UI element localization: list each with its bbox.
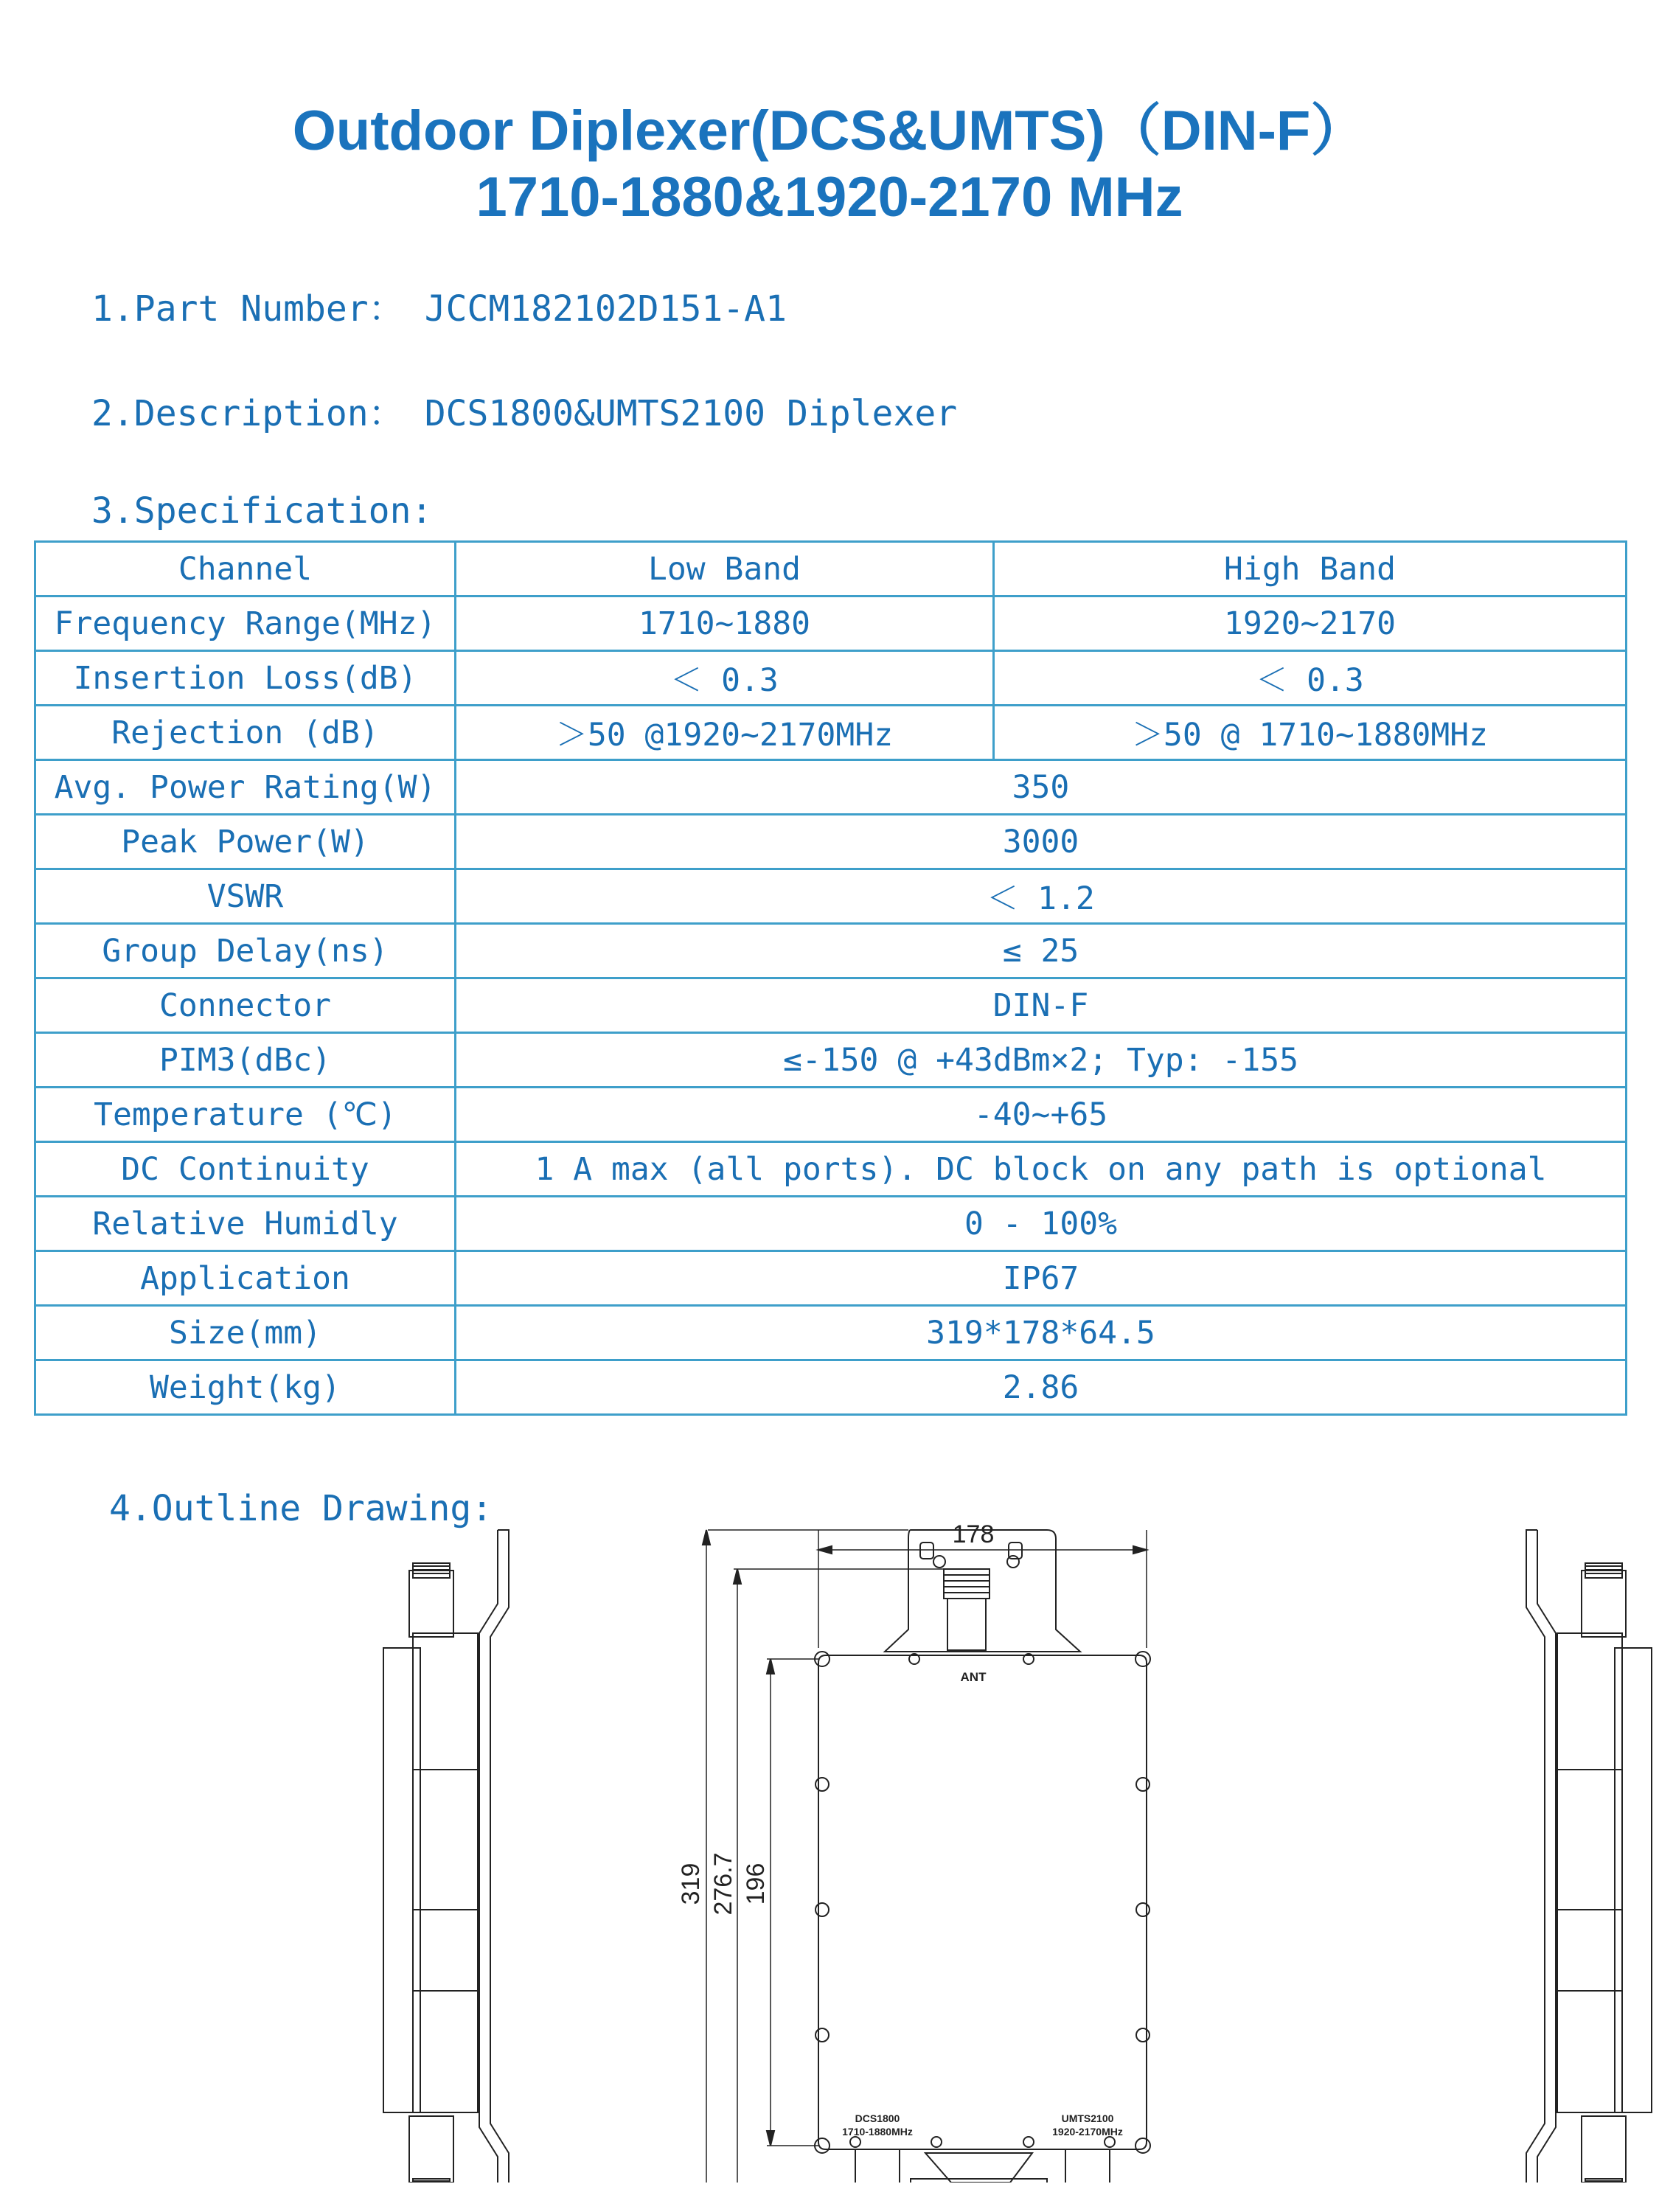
spec-value: -40~+65	[456, 1088, 1627, 1142]
port-label-ant: ANT	[960, 1670, 987, 1684]
spec-low-band: ＞50 @1920~2170MHz	[456, 706, 994, 760]
spec-name: Frequency Range(MHz)	[35, 597, 456, 651]
port-label-umts-freq: 1920-2170MHz	[1052, 2126, 1123, 2138]
spec-high-band: ＜ 0.3	[994, 651, 1627, 706]
table-row	[35, 1197, 1627, 1251]
title-line-1: Outdoor Diplexer(DCS&UMTS)（DIN-F）	[292, 100, 1367, 162]
part-number-value: JCCM182102D151-A1	[424, 288, 787, 330]
spec-low-band: ＜ 0.3	[456, 651, 994, 706]
specification-heading: 3.Specification:	[91, 490, 433, 532]
spec-name: Insertion Loss(dB)	[35, 651, 456, 706]
table-row	[35, 1251, 1627, 1306]
spec-value: ≤-150 @ +43dBm×2; Typ: -155	[456, 1033, 1627, 1088]
spec-name: Application	[35, 1251, 456, 1306]
spec-value: 319*178*64.5	[456, 1306, 1627, 1360]
dimension-height-mid: 276.7	[709, 1852, 737, 1916]
spec-name: VSWR	[35, 869, 456, 924]
spec-value: 3000	[456, 815, 1627, 869]
spec-value: 2.86	[456, 1360, 1627, 1415]
table-row	[35, 1306, 1627, 1360]
header-channel: Channel	[35, 542, 456, 597]
table-row	[35, 651, 1627, 706]
outline-heading: 4.Outline Drawing:	[109, 1488, 493, 1529]
dimension-width: 178	[952, 1520, 995, 1548]
header-low-band: Low Band	[456, 542, 994, 597]
dimension-height-body: 196	[742, 1863, 770, 1905]
spec-name: Peak Power(W)	[35, 815, 456, 869]
table-row	[35, 924, 1627, 978]
dimension-height-total: 319	[677, 1863, 705, 1905]
port-label-dcs-freq: 1710-1880MHz	[842, 2126, 913, 2138]
table-row	[35, 706, 1627, 760]
port-label-umts-name: UMTS2100	[1061, 2112, 1114, 2124]
table-row	[35, 1142, 1627, 1197]
spec-high-band: 1920~2170	[994, 597, 1627, 651]
spec-name: Group Delay(ns)	[35, 924, 456, 978]
spec-name: Temperature (℃)	[35, 1088, 456, 1142]
spec-value: 1 A max (all ports). DC block on any path is optional	[456, 1142, 1627, 1197]
table-row	[35, 978, 1627, 1033]
spec-value: DIN-F	[456, 978, 1627, 1033]
spec-name: Connector	[35, 978, 456, 1033]
spec-name: PIM3(dBc)	[35, 1033, 456, 1088]
description-label: 2.Description：	[91, 393, 404, 434]
header-high-band: High Band	[994, 542, 1627, 597]
spec-name: Size(mm)	[35, 1306, 456, 1360]
description-section	[91, 385, 957, 436]
table-header-row	[35, 542, 1627, 597]
specification-table	[34, 540, 1627, 1416]
spec-name: Avg. Power Rating(W)	[35, 760, 456, 815]
front-view	[703, 1530, 1150, 2183]
left-side-view	[383, 1530, 509, 2183]
part-number-label: 1.Part Number：	[91, 288, 404, 330]
table-row	[35, 815, 1627, 869]
spec-value: ＜ 1.2	[456, 869, 1627, 924]
outline-drawing	[0, 1475, 1659, 2183]
spec-name: Weight(kg)	[35, 1360, 456, 1415]
table-row	[35, 1360, 1627, 1415]
spec-value: 0 - 100%	[456, 1197, 1627, 1251]
part-number-section	[91, 280, 787, 331]
table-row	[35, 869, 1627, 924]
spec-low-band: 1710~1880	[456, 597, 994, 651]
spec-name: DC Continuity	[35, 1142, 456, 1197]
table-row	[35, 1033, 1627, 1088]
right-side-view	[1526, 1530, 1652, 2183]
spec-high-band: ＞50 @ 1710~1880MHz	[994, 706, 1627, 760]
title-line-2: 1710-1880&1920-2170 MHz	[476, 166, 1183, 229]
description-value: DCS1800&UMTS2100 Diplexer	[424, 393, 958, 434]
spec-value: IP67	[456, 1251, 1627, 1306]
port-label-dcs-name: DCS1800	[855, 2112, 900, 2124]
spec-value: ≤ 25	[456, 924, 1627, 978]
spec-value: 350	[456, 760, 1627, 815]
table-row	[35, 597, 1627, 651]
table-row	[35, 760, 1627, 815]
table-row	[35, 1088, 1627, 1142]
spec-name: Rejection (dB)	[35, 706, 456, 760]
spec-name: Relative Humidly	[35, 1197, 456, 1251]
